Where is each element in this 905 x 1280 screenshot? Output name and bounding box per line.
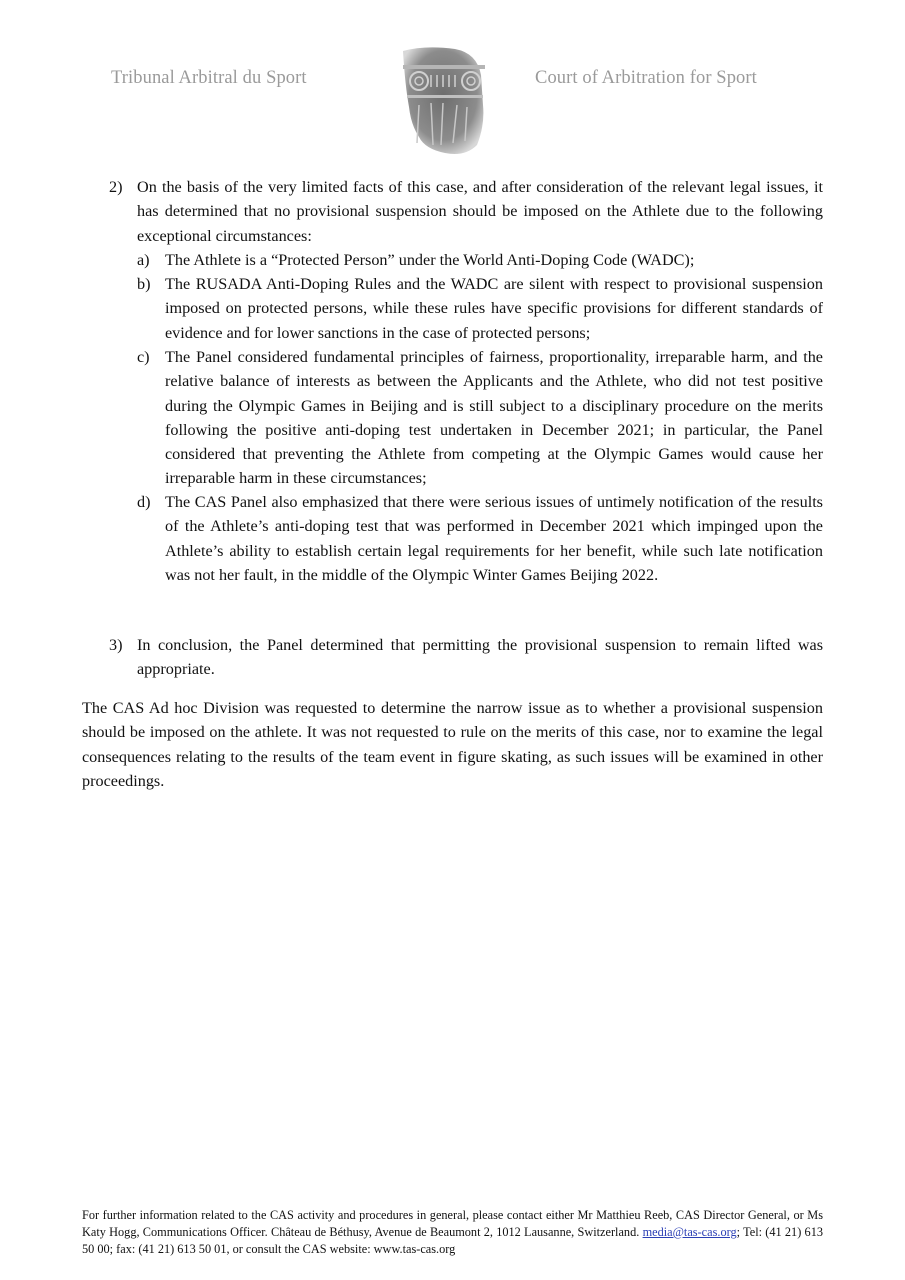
item-text: On the basis of the very limited facts of this case, and after consideration of the relevant legal issues, it has determined that no provisional suspension should be imposed on the Athlete due to the following exceptional circumstances: — [137, 178, 823, 245]
sub-item-label: a) — [137, 251, 150, 269]
sub-item-text: The RUSADA Anti-Doping Rules and the WADC are silent with respect to provisional suspension imposed on protected persons, while these rules have specific provisions for different standards of evidence and for lower sanctions in the case of protected persons; — [165, 275, 823, 342]
closing-paragraph: The CAS Ad hoc Division was requested to determine the narrow issue as to whether a provisional suspension should be imposed on the athlete. It was not requested to rule on the merits of this case, nor to examine the legal consequences relating to the results of the team event in figure skating, as such issues will be examined in other proceedings. — [82, 699, 823, 790]
sub-item-label: c) — [137, 348, 150, 366]
item-text: In conclusion, the Panel determined that permitting the provisional suspension to remain lifted was appropriate. — [137, 636, 823, 679]
sub-item-text: The Panel considered fundamental principles of fairness, proportionality, irreparable harm, and the relative balance of interests as between the Applicants and the Athlete, who did not test positive during the Olympic Games in Beijing and is still subject to a disciplinary procedure on the merits following the positive anti-doping test undertaken in December 2021; in particular, the Panel considered that preventing the Athlete from competing at the Olympic Games would cause her irreparable harm in these circumstances; — [165, 348, 823, 488]
sub-item-text: The Athlete is a “Protected Person” under the World Anti-Doping Code (WADC); — [165, 251, 695, 269]
ionic-column-capital-icon — [385, 45, 493, 157]
sub-item-text: The CAS Panel also emphasized that there were serious issues of untimely notification of the results of the Athlete’s anti-doping test that was performed in December 2021 which impinged upon the Athlete’s ability to establish certain legal requirements for her benefit, while such late notification was not her fault, in the middle of the Olympic Winter Games Beijing 2022. — [165, 493, 823, 584]
header-title-french: Tribunal Arbitral du Sport — [111, 68, 307, 88]
header-title-english: Court of Arbitration for Sport — [535, 68, 757, 88]
sub-item-label: d) — [137, 493, 151, 511]
footer-email-link[interactable]: media@tas-cas.org — [642, 1224, 737, 1239]
footer-phone-text: ; Tel: (41 21) 613 50 00; fax: (41 21) 613 50 01, or consult the CAS website: www.tas-cas.org — [82, 1224, 823, 1256]
footer-contact-text: For further information related to the CAS activity and procedures in general, please contact either Mr Matthieu Reeb, CAS Director General, or Ms Katy Hogg, Communications Officer. Château de Béthusy, Avenue de Beaumont 2, 1012 Lausanne, Switzerland. — [82, 1208, 823, 1239]
sub-item-label: b) — [137, 275, 151, 293]
item-number: 2) — [109, 178, 123, 196]
item-number: 3) — [109, 636, 123, 654]
page-footer — [82, 1207, 823, 1257]
